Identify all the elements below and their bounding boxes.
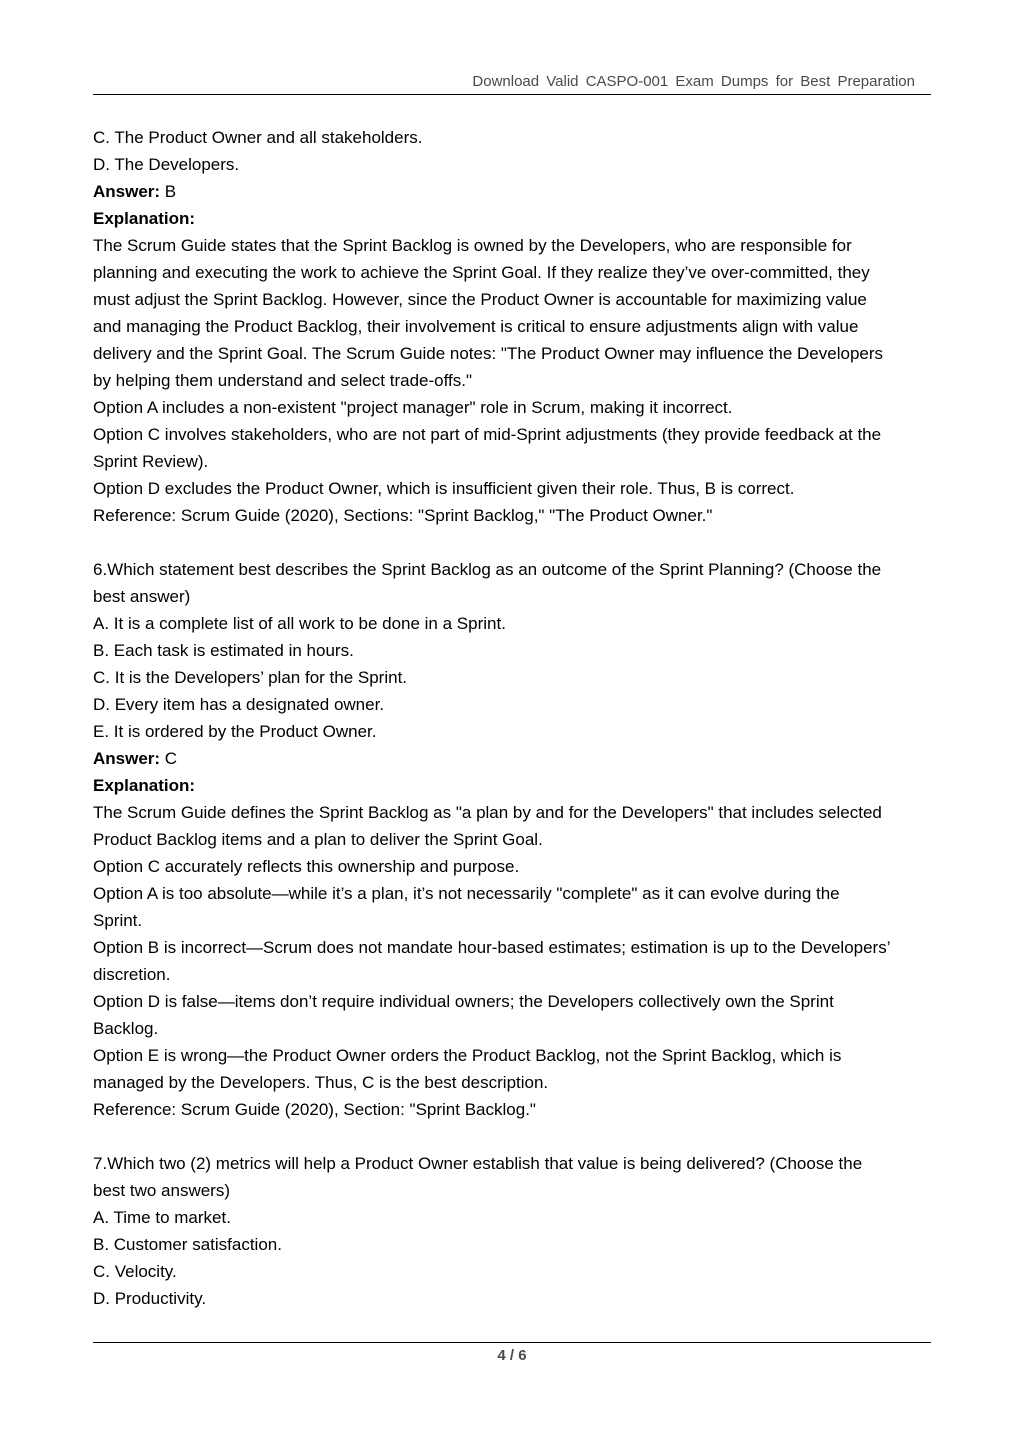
q5-explanation-line: Reference: Scrum Guide (2020), Sections: "Sprint Backlog," "The Product Owner." — [93, 506, 713, 525]
q6-option: D. Every item has a designated owner. — [93, 695, 385, 714]
q6-option: B. Each task is estimated in hours. — [93, 641, 354, 660]
q5-explanation-label: Explanation: — [93, 209, 196, 228]
q7-option: B. Customer satisfaction. — [93, 1235, 282, 1254]
q6-question-line: 6.Which statement best describes the Sprint Backlog as an outcome of the Sprint Planning? (Choose the — [93, 560, 882, 579]
section-gap — [93, 1123, 935, 1150]
page-header — [93, 72, 931, 95]
q6-answer-value: C — [160, 749, 178, 768]
q7-option: A. Time to market. — [93, 1208, 231, 1227]
q6-option: C. It is the Developers’ plan for the Sprint. — [93, 668, 408, 687]
q5-explanation-line: Option D excludes the Product Owner, which is insufficient given their role. Thus, B is correct. — [93, 479, 795, 498]
question-5-block — [93, 124, 935, 529]
q6-explanation-line: Reference: Scrum Guide (2020), Section: "Sprint Backlog." — [93, 1100, 536, 1119]
q6-explanation-line: Backlog. — [93, 1019, 159, 1038]
q6-explanation-line: Product Backlog items and a plan to deliver the Sprint Goal. — [93, 830, 543, 849]
q5-explanation-line: planning and executing the work to achieve the Sprint Goal. If they realize they’ve over-committed, they — [93, 263, 870, 282]
q6-question-line: best answer) — [93, 587, 191, 606]
q5-explanation-line: Sprint Review). — [93, 452, 209, 471]
q7-question-line: best two answers) — [93, 1181, 230, 1200]
q6-option: E. It is ordered by the Product Owner. — [93, 722, 377, 741]
q6-explanation-label: Explanation: — [93, 776, 196, 795]
q6-explanation-line: Sprint. — [93, 911, 143, 930]
q6-answer-label: Answer: — [93, 749, 161, 768]
q5-explanation-line: Option A includes a non-existent "project manager" role in Scrum, making it incorrect. — [93, 398, 733, 417]
q5-explanation-line: and managing the Product Backlog, their involvement is critical to ensure adjustments align with value — [93, 317, 859, 336]
q5-explanation-line: The Scrum Guide states that the Sprint Backlog is owned by the Developers, who are responsible for — [93, 236, 852, 255]
q6-explanation-line: Option D is false—items don’t require individual owners; the Developers collectively own the Sprint — [93, 992, 834, 1011]
q5-explanation-line: by helping them understand and select trade-offs." — [93, 371, 473, 390]
q6-explanation-line: Option C accurately reflects this ownership and purpose. — [93, 857, 520, 876]
q7-question-line: 7.Which two (2) metrics will help a Product Owner establish that value is being delivered? (Choose the — [93, 1154, 863, 1173]
q6-option: A. It is a complete list of all work to be done in a Sprint. — [93, 614, 506, 633]
q6-explanation-line: discretion. — [93, 965, 171, 984]
q7-option: D. Productivity. — [93, 1289, 207, 1308]
q6-answer — [93, 745, 935, 772]
page-number: 4 / 6 — [497, 1347, 527, 1364]
q5-explanation-line: must adjust the Sprint Backlog. However, since the Product Owner is accountable for maximizing value — [93, 290, 867, 309]
q5-answer-label: Answer: — [93, 182, 161, 201]
question-6-block — [93, 556, 935, 1123]
q6-explanation-line: Option E is wrong—the Product Owner orders the Product Backlog, not the Sprint Backlog, which is — [93, 1046, 842, 1065]
page-content — [93, 124, 935, 1312]
q5-explanation-line: delivery and the Sprint Goal. The Scrum Guide notes: "The Product Owner may influence the Developers — [93, 344, 884, 363]
q5-explanation-line: Option C involves stakeholders, who are not part of mid-Sprint adjustments (they provide feedback at the — [93, 425, 882, 444]
page-footer — [93, 1342, 931, 1364]
section-gap — [93, 529, 935, 556]
q7-option: C. Velocity. — [93, 1262, 177, 1281]
q5-option-d: D. The Developers. — [93, 155, 240, 174]
header-title: Download Valid CASPO-001 Exam Dumps for Best Preparation — [472, 73, 915, 90]
q6-explanation-line: managed by the Developers. Thus, C is the best description. — [93, 1073, 549, 1092]
q5-option-c: C. The Product Owner and all stakeholders. — [93, 128, 423, 147]
q6-explanation-line: Option A is too absolute—while it’s a plan, it’s not necessarily "complete" as it can evolve during the — [93, 884, 840, 903]
q5-answer — [93, 178, 935, 205]
q6-explanation-line: The Scrum Guide defines the Sprint Backlog as "a plan by and for the Developers" that includes selected — [93, 803, 882, 822]
q5-answer-value: B — [160, 182, 177, 201]
question-7-block — [93, 1150, 935, 1312]
q6-explanation-line: Option B is incorrect—Scrum does not mandate hour-based estimates; estimation is up to the Developers’ — [93, 938, 891, 957]
